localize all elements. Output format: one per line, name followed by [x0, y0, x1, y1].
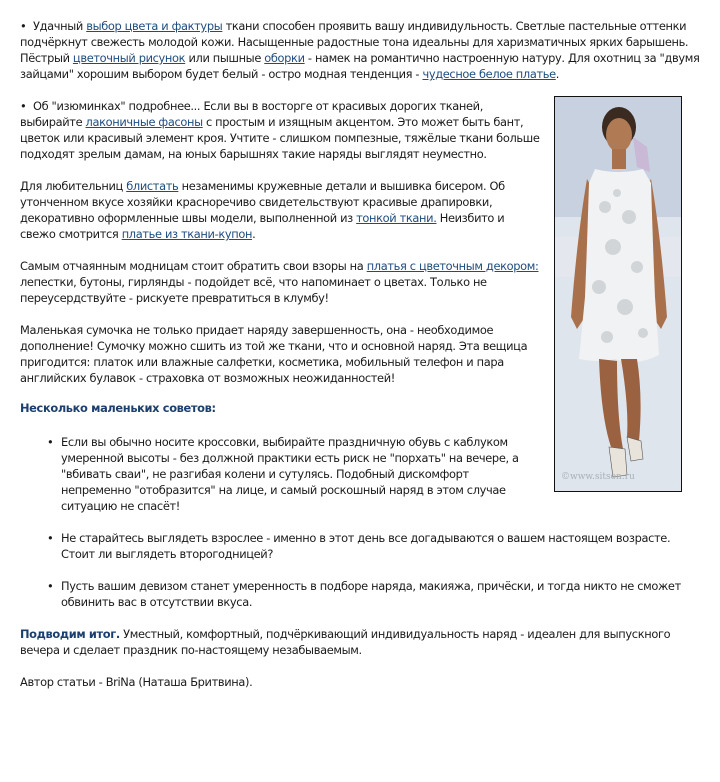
link-white-dress[interactable]: чудесное белое платье — [422, 67, 556, 81]
link-floral-print[interactable]: цветочный рисунок — [72, 51, 186, 65]
bullet: • — [47, 435, 54, 449]
bullet: • — [20, 99, 27, 113]
dress-photo — [554, 96, 682, 492]
link-color-texture[interactable]: выбор цвета и фактуры — [86, 19, 223, 33]
link-thin-fabric[interactable]: тонкой ткани. — [356, 211, 437, 225]
paragraph-color-texture: • Удачный выбор цвета и фактуры ткани способен проявить вашу индивидульность. Светлые пастельные оттенки подчёркнут свежесть молодой кожи. Насыщенные радостные тона идеальны для харизматичных ярких барышень. Пёстрый цветочный рисунок или пышные оборки - намек на романтично настроенную натуру. Для охотниц за "двумя зайцами" хорошим выбором будет белый - остро модная тенденция - чудесное белое платье. — [20, 19, 700, 81]
bullet: • — [47, 531, 54, 545]
tip-item: • Если вы обычно носите кроссовки, выбирайте праздничную обувь с каблуком умеренной высоты - без должной практики есть риск не "порхать" на вечере, а "вбивать сваи", не разгибая колени и сутулясь. Подобный дискомфорт непременно "отобразится" на лице, и самый роскошный наряд в этом случае ситуацию не спасёт! — [47, 435, 519, 513]
tips-list — [20, 434, 706, 610]
paragraph-lace: Для любительниц блистать незаменимы кружевные детали и вышивка бисером. Об утонченном вкусе хозяйки красноречиво свидетельствуют красивые драпировки, декоративно оформленные швы модели, выполненной из тонкой ткани. Неизбито и свежо смотрится платье из ткани-купон. — [20, 179, 505, 241]
bullet: • — [47, 579, 54, 593]
paragraph-handbag: Маленькая сумочка не только придает наряду завершенность, она - необходимое дополнение! Сумочку можно сшить из той же ткани, что и основной наряд. Эта вещица пригодится: платок или влажные салфетки, косметика, мобильный телефон и пара английских булавок - страховка от возможных неожиданностей! — [20, 323, 528, 385]
link-floral-decor-dresses[interactable]: платья с цветочным декором: — [366, 259, 539, 273]
author-line: Автор статьи - BriNa (Наташа Бритвина). — [20, 675, 253, 689]
photo-watermark: ©www.sitson.ru — [561, 472, 635, 482]
summary-paragraph: Подводим итог. Уместный, комфортный, подчёркивающий индивидуальность наряд - идеален для выпускного вечера и сделает праздник по-настоящему незабываемым. — [20, 627, 671, 657]
paragraph-highlights: • Об "изюминках" подробнее... Если вы в восторге от красивых дорогих тканей, выбирайте лаконичные фасоны с простым и изящным акцентом. Это может быть бант, цветок или красивый элемент кроя. Учтите - слишком помпезные, тяжёлые ткани больше подходят зрелым дамам, на юных барышнях такие наряды выглядят неуместно. — [20, 99, 540, 161]
tip-item: • Не старайтесь выглядеть взрослее - именно в этот день все догадываются о вашем настоящем возрасте. Стоит ли выглядеть второгодницей? — [47, 531, 671, 561]
tip-item: • Пусть вашим девизом станет умеренность в подборе наряда, макияжа, причёски, и тогда никто не сможет обвинить вас в отсутствии вкуса. — [47, 579, 681, 609]
tips-heading: Несколько маленьких советов: — [20, 401, 216, 415]
model-in-white-dress-image — [555, 97, 681, 491]
link-coupon-fabric-dress[interactable]: платье из ткани-купон — [121, 227, 253, 241]
summary-label: Подводим итог. — [20, 627, 120, 641]
bullet: • — [20, 19, 27, 33]
paragraph-floral: Самым отчаянным модницам стоит обратить свои взоры на платья с цветочным декором: лепестки, бутоны, гирлянды - подойдет всё, что напоминает о цветах. Только не переусердствуйте - рискуете превратиться в клумбу! — [20, 259, 539, 305]
link-laconic-styles[interactable]: лаконичные фасоны — [85, 115, 203, 129]
link-ruffles[interactable]: оборки — [264, 51, 305, 65]
link-shine[interactable]: блистать — [126, 179, 179, 193]
